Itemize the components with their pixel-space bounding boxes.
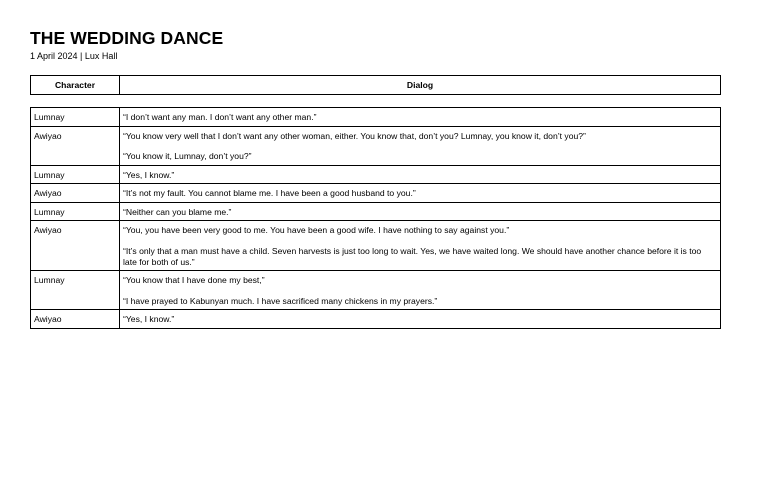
character-cell: Awiyao — [31, 221, 120, 271]
dialog-table — [30, 107, 721, 329]
dialog-line: “You know it, Lumnay, don’t you?” — [123, 151, 252, 161]
dialog-line: “It’s only that a man must have a child. Seven harvests is just too long to wait. Yes, we have waited long. We should have another chance before it is too late for both of us.” — [123, 246, 702, 267]
table-header — [30, 75, 721, 95]
dialog-line: “Neither can you blame me.” — [123, 206, 232, 217]
table-row — [31, 271, 721, 310]
dialog-line: “Yes, I know.” — [123, 169, 175, 180]
table-row — [31, 184, 721, 203]
dialog-spacer — [123, 236, 716, 247]
dialog-cell — [120, 221, 721, 271]
dialog-line: “You know that I have done my best,” — [123, 275, 265, 285]
document-subtitle: 1 April 2024 | Lux Hall — [30, 51, 118, 61]
dialog-line: “It’s not my fault. You cannot blame me. I have been a good husband to you.” — [123, 188, 416, 198]
column-header-character: Character — [31, 76, 120, 95]
table-row — [31, 221, 721, 271]
dialog-cell — [120, 126, 721, 165]
dialog-cell — [120, 165, 721, 184]
table-row — [31, 202, 721, 221]
document-title: THE WEDDING DANCE — [30, 28, 224, 48]
dialog-cell — [120, 310, 721, 329]
dialog-cell — [120, 108, 721, 127]
dialog-line: “You, you have been very good to me. You have been a good wife. I have nothing to say against you.” — [123, 225, 510, 235]
table-row — [31, 108, 721, 127]
dialog-cell — [120, 184, 721, 203]
character-cell: Awiyao — [31, 310, 120, 329]
dialog-line: “You know very well that I don’t want any other woman, either. You know that, don’t you? Lumnay, you know it, don’t you?” — [123, 130, 586, 141]
dialog-line: “I don’t want any man. I don’t want any other man.” — [123, 112, 317, 122]
character-cell: Lumnay — [31, 165, 120, 184]
character-cell: Awiyao — [31, 184, 120, 203]
dialog-line: “I have prayed to Kabunyan much. I have sacrificed many chickens in my prayers.” — [123, 295, 438, 306]
character-cell: Lumnay — [31, 108, 120, 127]
dialog-cell — [120, 202, 721, 221]
character-cell: Lumnay — [31, 271, 120, 310]
character-cell: Awiyao — [31, 126, 120, 165]
column-header-dialog: Dialog — [120, 76, 721, 95]
dialog-line: “Yes, I know.” — [123, 314, 175, 324]
dialog-cell — [120, 271, 721, 310]
table-row — [31, 310, 721, 329]
character-cell: Lumnay — [31, 202, 120, 221]
table-row — [31, 126, 721, 165]
table-row — [31, 165, 721, 184]
